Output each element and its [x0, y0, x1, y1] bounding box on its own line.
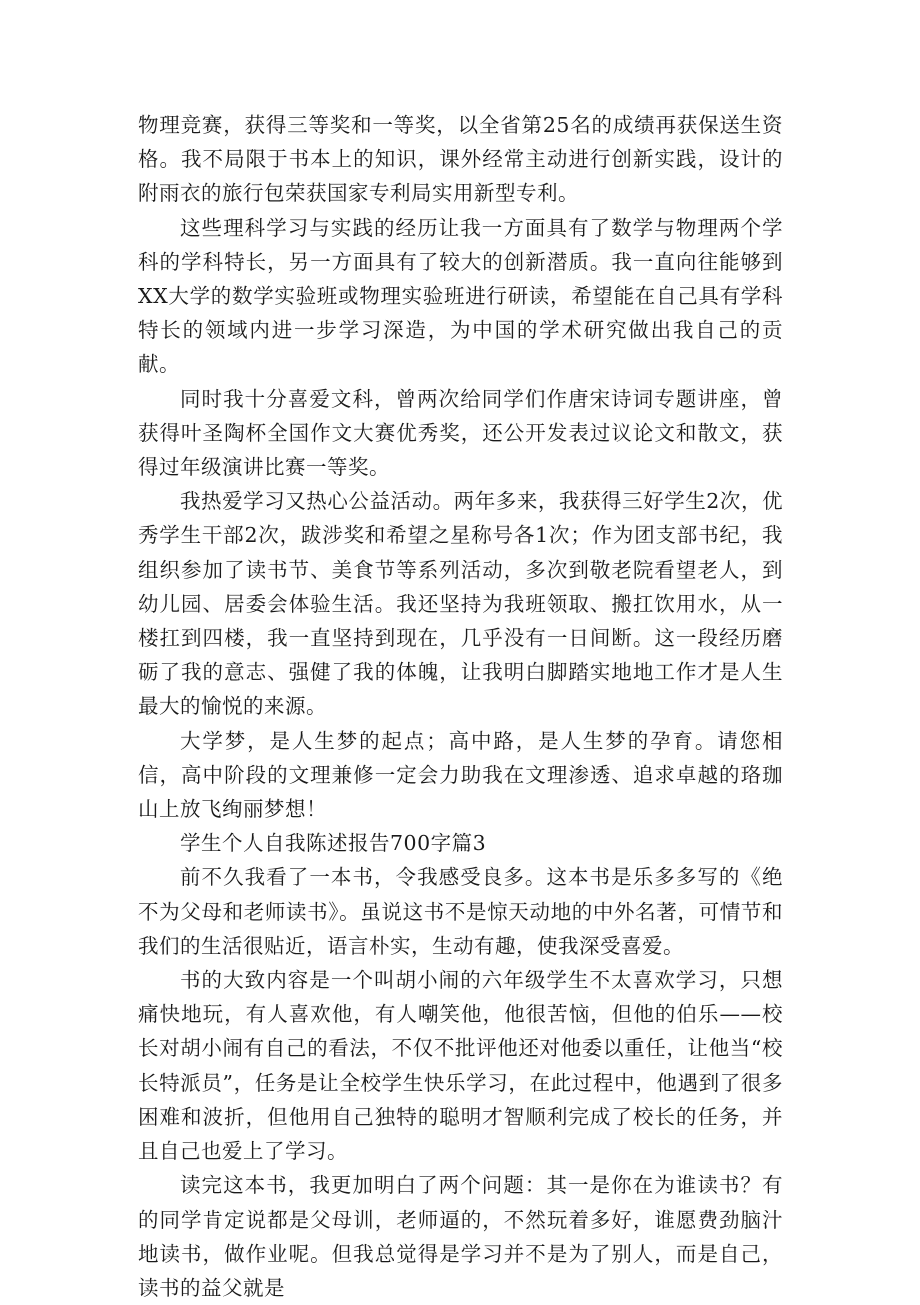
document-body — [138, 108, 783, 1305]
paragraph-university-dream: 大学梦，是人生梦的起点；高中路，是人生梦的孕育。请您相信，高中阶段的文理兼修一定会力助我在文理渗透、追求卓越的珞珈山上放飞绚丽梦想！ — [138, 728, 783, 822]
paragraph-continuation: 物理竞赛，获得三等奖和一等奖，以全省第25名的成绩再获保送生资格。我不局限于书本上的知识，课外经常主动进行创新实践，设计的附雨衣的旅行包荣获国家专利局实用新型专利。 — [138, 113, 783, 206]
section-heading: 学生个人自我陈述报告700字篇3 — [180, 831, 487, 856]
paragraph-public-service: 我热爱学习又热心公益活动。两年多来，我获得三好学生2次，优秀学生干部2次，跋涉奖和希望之星称号各1次；作为团支部书纪，我组织参加了读书节、美食节等系列活动，多次到敬老院看望老人，到幼儿园、居委会体验生活。我还坚持为我班领取、搬扛饮用水，从一楼扛到四楼，我一直坚持到现在，几乎没有一日间断。这一段经历磨砺了我的意志、强健了我的体魄，让我明白脚踏实地地工作才是人生最大的愉悦的来源。 — [138, 489, 783, 719]
paragraph-reflection: 读完这本书，我更加明白了两个问题：其一是你在为谁读书？有的同学肯定说都是父母训，老师逼的，不然玩着多好，谁愿费劲脑汁地读书，做作业呢。但我总觉得是学习并不是为了别人，而是自己，读书的益父就是 — [138, 1173, 783, 1300]
paragraph-book-intro: 前不久我看了一本书，令我感受良多。这本书是乐多多写的《绝不为父母和老师读书》。虽说这书不是惊天动地的中外名著，可情节和我们的生活很贴近，语言朴实，生动有趣，使我深受喜爱。 — [138, 865, 783, 958]
paragraph-liberal-arts: 同时我十分喜爱文科，曾两次给同学们作唐宋诗词专题讲座，曾获得叶圣陶杯全国作文大赛优秀奖，还公开发表过议论文和散文，获得过年级演讲比赛一等奖。 — [138, 386, 783, 480]
paragraph-science-experience: 这些理科学习与实践的经历让我一方面具有了数学与物理两个学科的学科特长，另一方面具有了较大的创新潜质。我一直向往能够到XX大学的数学实验班或物理实验班进行研读，希望能在自己具有学科特长的领域内进一步学习深造，为中国的学术研究做出我自己的贡献。 — [138, 215, 783, 377]
paragraph-book-summary: 书的大致内容是一个叫胡小闹的六年级学生不太喜欢学习，只想痛快地玩，有人喜欢他，有人嘲笑他，他很苦恼，但他的伯乐——校长对胡小闹有自己的看法，不仅不批评他还对他委以重任，让他当“校长特派员”，任务是让全校学生快乐学习，在此过程中，他遇到了很多困难和波折，但他用自己独特的聪明才智顺利完成了校长的任务，并且自己也爱上了学习。 — [138, 968, 783, 1164]
